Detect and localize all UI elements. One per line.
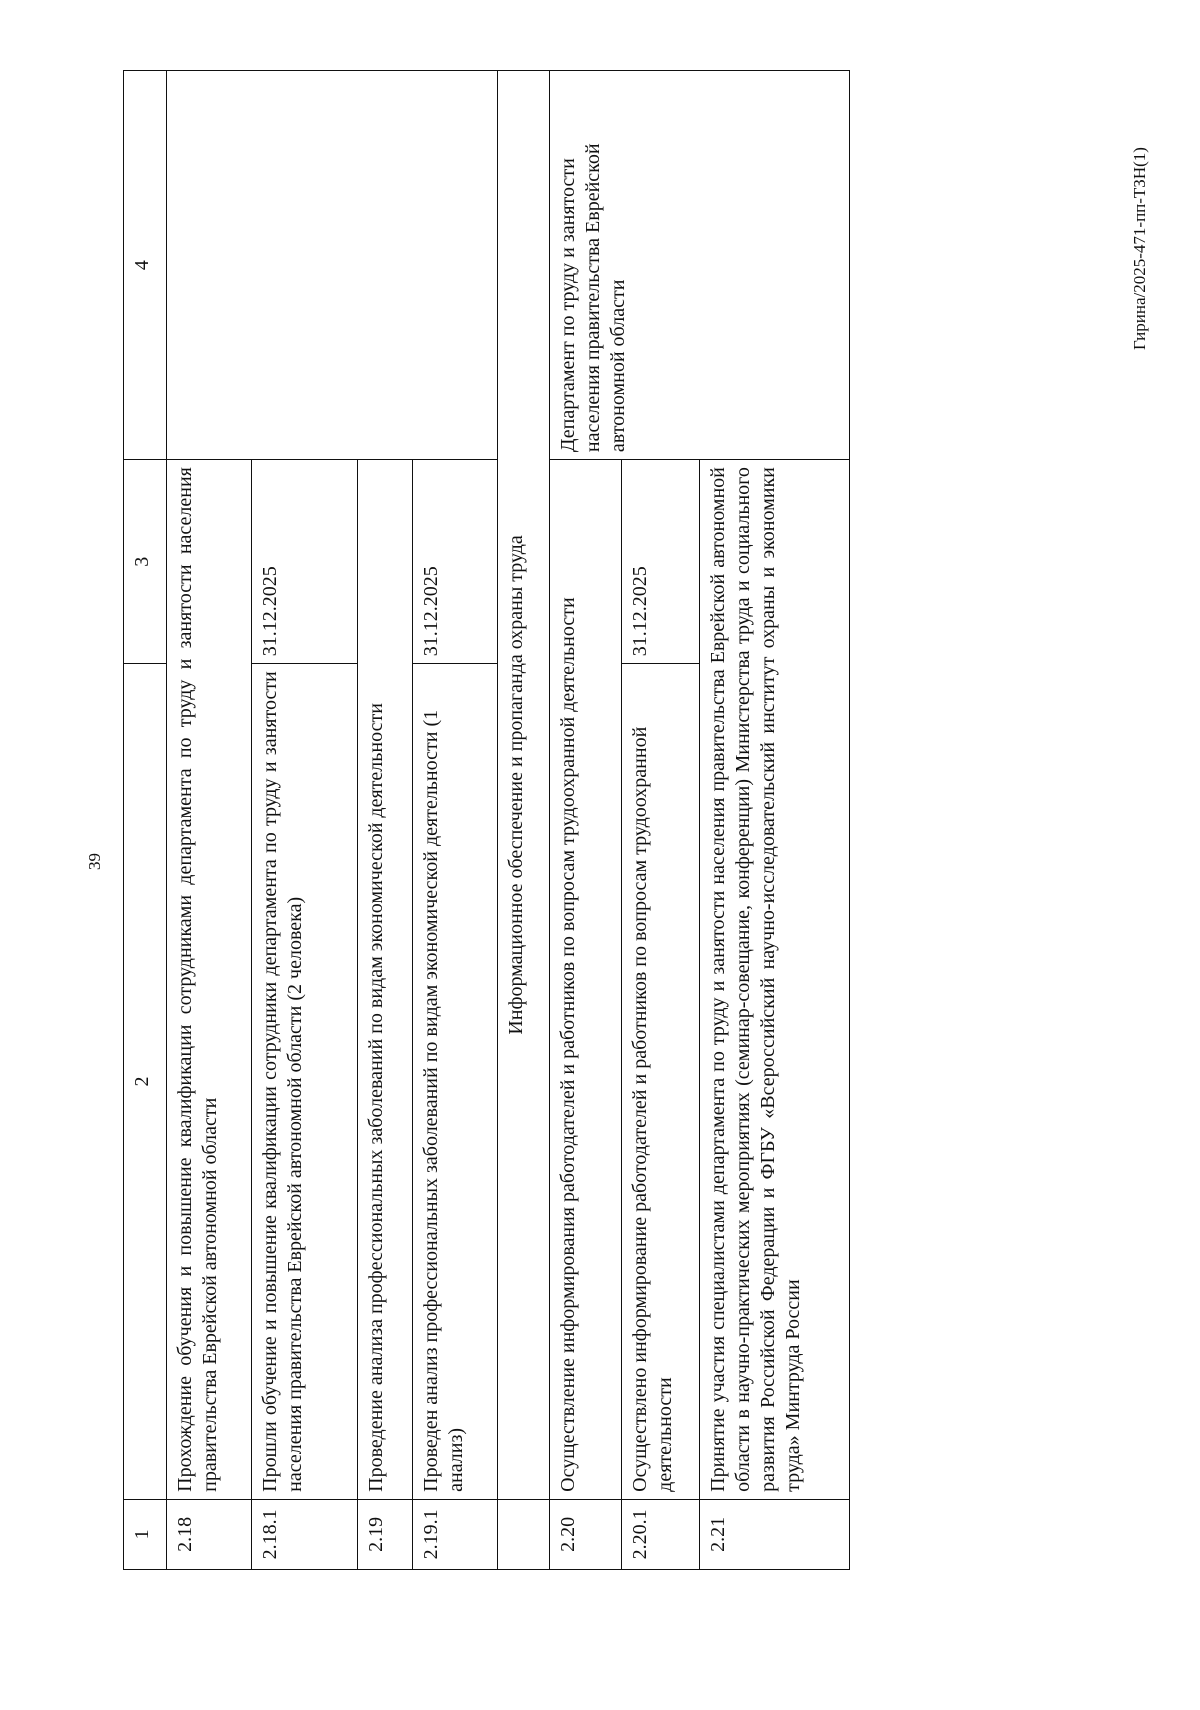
section-number-empty (498, 1499, 550, 1569)
row-date: 31.12.2025 (622, 460, 700, 664)
row-text: Прошли обучение и повышение квалификации сотрудники департамента по труду и занятости населения правительства Еврейской автономной области (2 человека) (252, 664, 358, 1500)
table-row (550, 71, 622, 1570)
row-number: 2.18.1 (252, 1499, 358, 1569)
row-text: Принятие участия специалистами департамента по труду и занятости населения правительства Еврейской автономной области в научно-практических мероприятиях (семинар-совещание, конференции) Министерства труда и социального развития Российской Федерации и ФГБУ «Всероссийский научно-исследовательский институт охраны и экономики труда» Минтруда России (700, 460, 850, 1500)
table-row (167, 71, 252, 1570)
row-text: Прохождение обучения и повышение квалификации сотрудниками департамента по труду и занятости населения правительства Еврейской автономной области (167, 460, 252, 1500)
header-cell-3: 3 (124, 460, 167, 664)
header-row (124, 71, 167, 1570)
row-date: 31.12.2025 (252, 460, 358, 664)
row-number: 2.21 (700, 1499, 850, 1569)
row-number: 2.19.1 (413, 1499, 498, 1569)
row-number: 2.20.1 (622, 1499, 700, 1569)
header-cell-4: 4 (124, 71, 167, 460)
section-title: Информационное обеспечение и пропаганда охраны труда (498, 71, 550, 1500)
row-text: Осуществление информирования работодателей и работников по вопросам трудоохранной деятельности (550, 460, 622, 1500)
plan-table (123, 70, 850, 1570)
row-date: 31.12.2025 (413, 460, 498, 664)
row-text: Проведение анализа профессиональных заболеваний по видам экономической деятельности (358, 460, 413, 1500)
responsible-cell-empty (167, 71, 498, 460)
document-code: Гирина/2025-471-пп-ТЗН(1) (1130, 147, 1149, 350)
responsible-cell: Департамент по труду и занятости населения правительства Еврейской автономной области (550, 71, 850, 460)
row-number: 2.20 (550, 1499, 622, 1569)
row-number: 2.19 (358, 1499, 413, 1569)
header-cell-1: 1 (124, 1499, 167, 1569)
header-cell-2: 2 (124, 664, 167, 1500)
page-number: 39 (85, 853, 104, 870)
row-number: 2.18 (167, 1499, 252, 1569)
row-text: Осуществлено информирование работодателей и работников по вопросам трудоохранной деятельности (622, 664, 700, 1500)
row-text: Проведен анализ профессиональных заболеваний по видам экономической деятельности (1 анализ) (413, 664, 498, 1500)
section-row (498, 71, 550, 1570)
